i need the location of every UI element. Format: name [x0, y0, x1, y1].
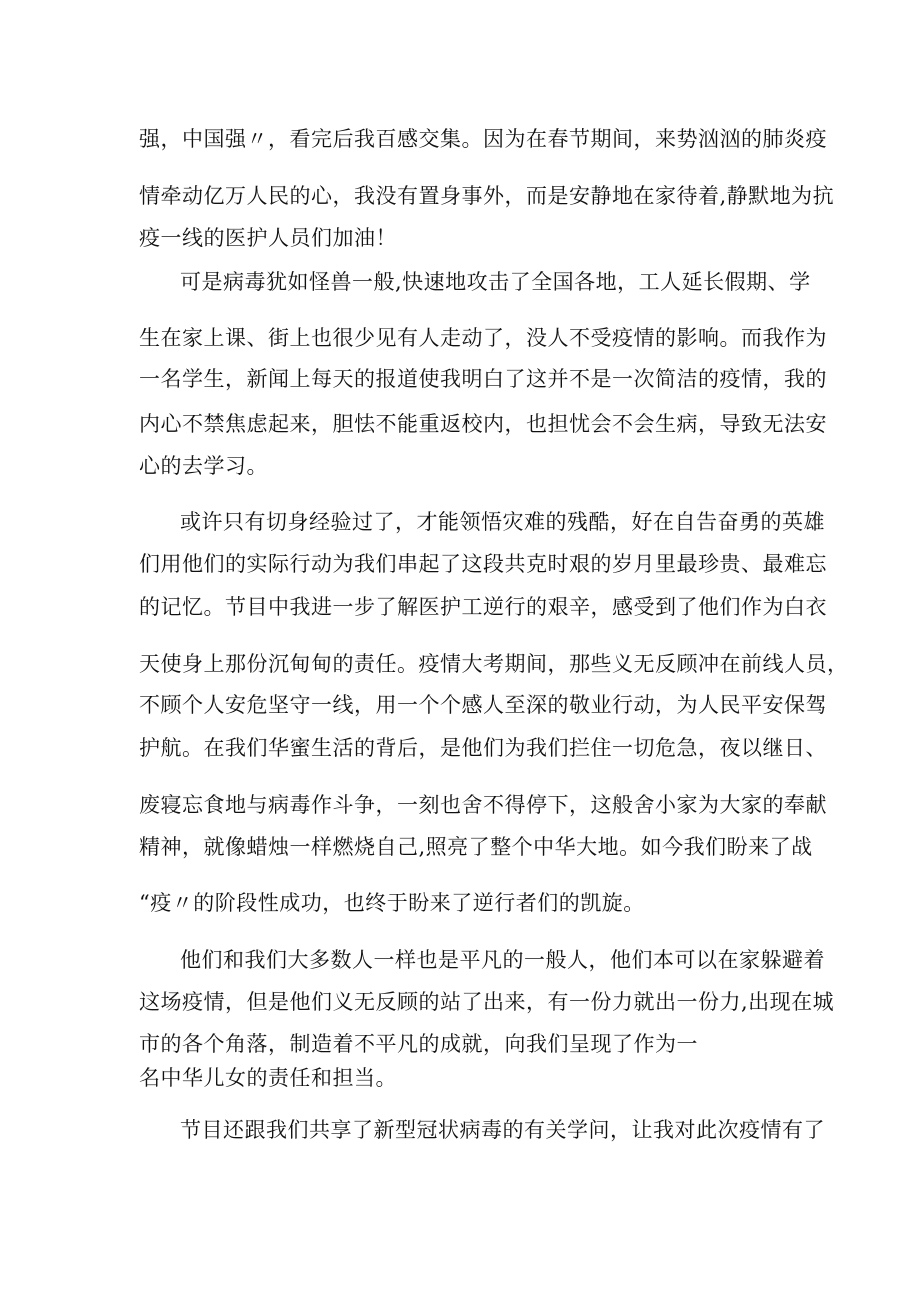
text-line: 不顾个人安危坚守一线，用一个个感人至深的敬业行动，为人民平安保驾	[139, 693, 827, 717]
text-line: 的记忆。节目中我进一步了解医护工逆行的艰辛，感受到了他们作为白衣	[139, 595, 827, 619]
text-line: 一名学生，新闻上每天的报道使我明白了这并不是一次简洁的疫情，我的	[139, 367, 827, 391]
text-line: 们用他们的实际行动为我们串起了这段共克时艰的岁月里最珍贵、最难忘	[139, 552, 827, 576]
text-line: 护航。在我们华蜜生活的背后，是他们为我们拦住一切危急，夜以继日、	[139, 736, 827, 760]
text-line: 废寝忘食地与病毒作斗争，一刻也舍不得停下，这般舍小家为大家的奉献	[139, 793, 827, 817]
text-line: 或许只有切身经验过了，才能领悟灾难的残酷，好在自告奋勇的英雄	[180, 510, 825, 534]
text-line: 强，中国强〃，看完后我百感交集。因为在春节期间，来势汹汹的肺炎疫	[139, 127, 827, 151]
text-line: 名中华儿女的责任和担当。	[139, 1066, 397, 1090]
text-line: “疫〃的阶段性成功，也终于盼来了逆行者们的凯旋。	[139, 891, 645, 915]
text-line: 节目还跟我们共享了新型冠状病毒的有关学问，让我对此次疫情有了	[180, 1118, 825, 1142]
text-line: 情牵动亿万人民的心，我没有置身事外，而是安静地在家待着,静默地为抗	[139, 184, 835, 208]
text-line: 天使身上那份沉甸甸的责任。疫情大考期间，那些义无反顾冲在前线人员，	[139, 652, 849, 676]
text-line: 他们和我们大多数人一样也是平凡的一般人，他们本可以在家躲避着	[180, 948, 825, 972]
text-line: 市的各个角落，制造着不平凡的成就，向我们呈现了作为一	[139, 1032, 698, 1056]
text-line: 精神，就像蜡烛一样燃烧自己,照亮了整个中华大地。如今我们盼来了战	[139, 835, 813, 859]
text-line: 这场疫情，但是他们义无反顾的站了出来，有一份力就出一份力,出现在城	[139, 990, 835, 1014]
text-line: 心的去学习。	[139, 454, 268, 478]
text-line: 可是病毒犹如怪兽一般,快速地攻击了全国各地，工人延长假期、学	[180, 270, 811, 294]
text-line: 生在家上课、街上也很少见有人走动了，没人不受疫情的影响。而我作为	[139, 326, 827, 350]
text-line: 内心不禁焦虑起来，胆怯不能重返校内，也担忧会不会生病，导致无法安	[139, 412, 827, 436]
text-line: 疫一线的医护人员们加油！	[139, 226, 397, 250]
